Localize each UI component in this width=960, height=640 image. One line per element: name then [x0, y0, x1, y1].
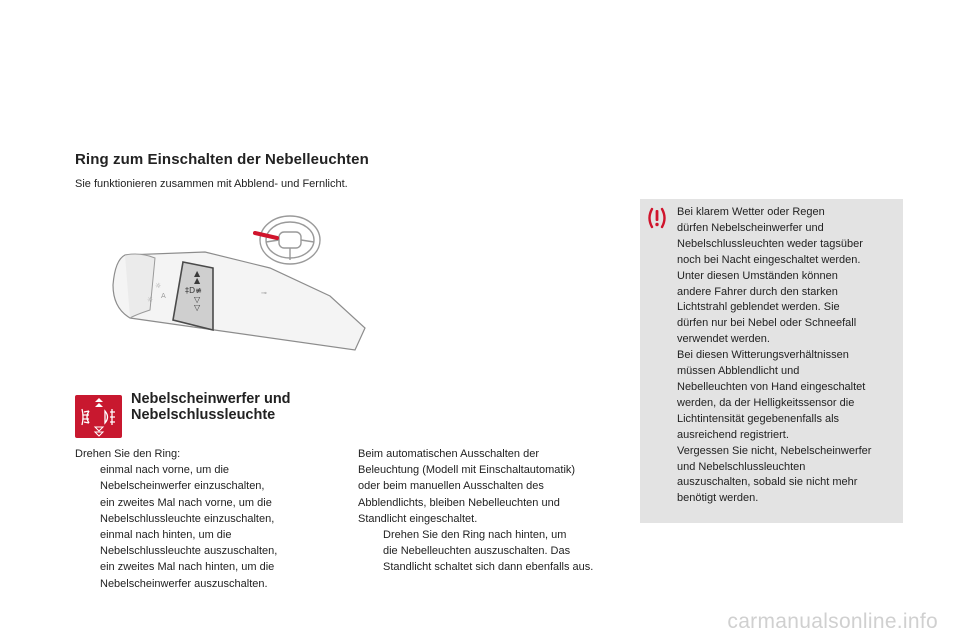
warning-line: andere Fahrer durch den starken [677, 285, 838, 298]
warning-line: Nebelleuchten von Hand eingeschaltet [677, 380, 866, 393]
list-item-line: die Nebelleuchten auszuschalten. Das [383, 545, 571, 558]
warning-line: Bei klarem Wetter oder Regen [677, 206, 825, 218]
column2-intro-line: Standlicht eingeschaltet. [358, 512, 478, 525]
list-item-line: Standlicht schaltet sich dann ebenfalls aus. [383, 561, 594, 574]
list-item-line: einmal nach vorne, um die [100, 464, 230, 477]
light-stalk-illustration [95, 200, 370, 352]
instructions-column-2 [358, 446, 628, 576]
list-item [358, 527, 628, 576]
watermark: carmanualsonline.info [727, 610, 938, 633]
svg-text:☼: ☼ [155, 282, 162, 290]
section-title-line2: Nebelschlussleuchte [131, 407, 276, 423]
warning-line: Lichtintensität gegebenenfalls als [677, 412, 840, 425]
svg-text:▲: ▲ [194, 269, 201, 278]
list-item-line: Nebelschlussleuchte auszuschalten, [100, 545, 278, 558]
warning-line: Vergessen Sie nicht, Nebelscheinwerfer [677, 444, 872, 457]
warning-text [677, 205, 903, 507]
column2-intro-line: Beleuchtung (Modell mit Einschaltautomatik) [358, 464, 576, 477]
list-item-line: Nebelscheinwerfer einzuschalten, [100, 480, 265, 493]
steering-wheel-icon [260, 216, 320, 264]
list-item [75, 527, 340, 559]
list-item-line: Drehen Sie den Ring nach hinten, um [383, 529, 567, 542]
warning-line: Unter diesen Umständen können [677, 269, 838, 282]
warning-line: benötigt werden. [677, 492, 759, 505]
svg-text:▽: ▽ [194, 303, 201, 312]
fog-lights-icon [75, 395, 122, 438]
page-title: Ring zum Einschalten der Nebelleuchten [75, 151, 369, 168]
warning-line: müssen Abblendlicht und [677, 365, 800, 378]
column2-intro [358, 446, 628, 527]
svg-text:A: A [161, 292, 166, 300]
warning-line: noch bei Nacht eingeschaltet werden. [677, 253, 861, 266]
warning-line: verwendet werden. [677, 333, 770, 346]
warning-line: werden, da der Helligkeitssensor die [677, 396, 855, 409]
warning-line: Lichtstrahl geblendet werden. Sie [677, 301, 840, 314]
list-item-line: einmal nach hinten, um die [100, 529, 232, 542]
svg-text:▲: ▲ [194, 276, 201, 285]
warning-box [640, 199, 903, 523]
warning-line: Bei diesen Witterungsverhältnissen [677, 349, 849, 362]
list-item [75, 462, 340, 494]
list-item-line: Nebelscheinwerfer auszuschalten. [100, 577, 268, 590]
list-item-line: Nebelschlussleuchte einzuschalten, [100, 512, 275, 525]
svg-text:‡D≢: ‡D≢ [185, 286, 202, 295]
section-title [131, 391, 291, 423]
instructions-column-1 [75, 446, 340, 592]
svg-text:⊸: ⊸ [261, 289, 267, 297]
warning-line: ausreichend registriert. [677, 428, 789, 441]
stalk-highlight-marker [255, 233, 277, 238]
svg-text:▽: ▽ [194, 295, 201, 304]
column2-intro-line: oder beim manuellen Ausschalten des [358, 480, 544, 493]
warning-line: dürfen nur bei Nebel oder Schneefall [677, 317, 857, 330]
page-subtitle: Sie funktionieren zusammen mit Abblend- und Fernlicht. [75, 178, 348, 190]
warning-line: und Nebelschlussleuchten [677, 460, 806, 473]
warning-line: Nebelschlussleuchten weder tagsüber [677, 237, 863, 250]
warning-line: auszuschalten, sobald sie nicht mehr [677, 476, 858, 489]
warning-exclamation-icon [646, 207, 668, 229]
column1-intro: Drehen Sie den Ring: [75, 448, 181, 460]
list-item-line: ein zweites Mal nach hinten, um die [100, 561, 275, 574]
column2-intro-line: Abblendlichts, bleiben Nebelleuchten und [358, 496, 560, 509]
svg-text:☼: ☼ [147, 296, 154, 304]
column2-intro-line: Beim automatischen Ausschalten der [358, 448, 539, 460]
warning-line: dürfen Nebelscheinwerfer und [677, 221, 824, 234]
list-item-line: ein zweites Mal nach vorne, um die [100, 496, 272, 509]
list-item [75, 559, 340, 591]
section-title-line1: Nebelscheinwerfer und [131, 391, 291, 407]
list-item [75, 495, 340, 527]
